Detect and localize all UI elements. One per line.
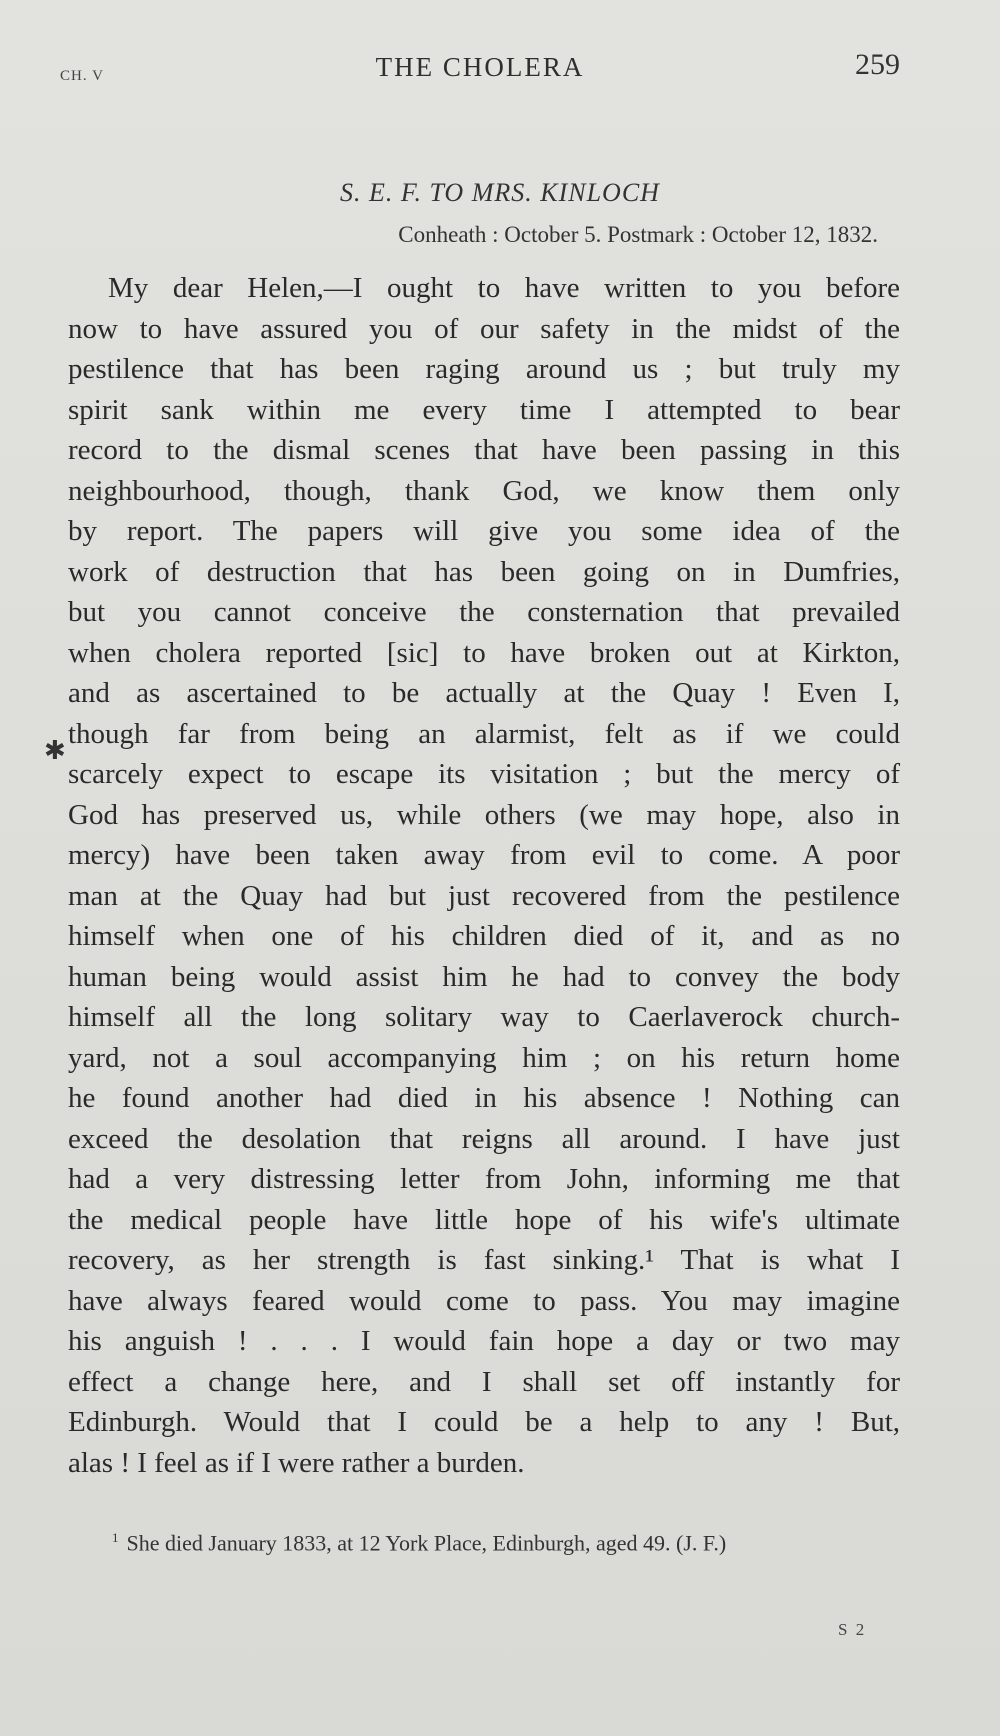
page-number: 259	[855, 48, 900, 81]
footnote-text: She died January 1833, at 12 York Place, Edinburgh, aged 49. (J. F.)	[126, 1530, 727, 1556]
body-line: man at the Quay had but just recovered from the pestilence	[68, 879, 900, 912]
letter-body	[68, 268, 900, 1483]
body-line: but you cannot conceive the consternation that prevailed	[68, 596, 900, 628]
body-line: the medical people have little hope of his wife's ultimate	[68, 1203, 900, 1236]
body-line: though far from being an alarmist, felt as if we could	[68, 717, 900, 750]
footnote-marker: 1	[112, 1530, 119, 1545]
letter-dateline: Conheath : October 5. Postmark : October 12, 1832.	[398, 222, 878, 247]
body-line: himself all the long solitary way to Caerlaverock church-	[68, 1001, 900, 1033]
body-line: when cholera reported [sic] to have broken out at Kirkton,	[68, 636, 900, 669]
body-line: record to the dismal scenes that have been passing in this	[68, 434, 900, 466]
body-line: pestilence that has been raging around us ; but truly my	[68, 353, 900, 385]
body-line: spirit sank within me every time I attempted to bear	[68, 393, 900, 426]
body-line: himself when one of his children died of it, and as no	[68, 920, 900, 952]
letter-heading: S. E. F. TO MRS. KINLOCH	[340, 178, 660, 207]
body-line: have always feared would come to pass. You may imagine	[68, 1284, 900, 1317]
body-line: by report. The papers will give you some idea of the	[68, 515, 900, 547]
body-line: effect a change here, and I shall set off instantly for	[68, 1365, 900, 1398]
body-line: human being would assist him he had to convey the body	[68, 960, 900, 993]
running-title: THE CHOLERA	[375, 52, 585, 82]
body-line: mercy) have been taken away from evil to come. A poor	[68, 839, 900, 871]
body-line: and as ascertained to be actually at the Quay ! Even I,	[68, 677, 900, 709]
body-line: alas ! I feel as if I were rather a burden.	[68, 1446, 525, 1479]
marginal-asterisk-icon: ✱	[44, 736, 66, 765]
chapter-label: CH. V	[60, 68, 104, 84]
signature-mark: S 2	[838, 1620, 867, 1639]
body-line: he found another had died in his absence ! Nothing can	[68, 1082, 900, 1114]
body-line: neighbourhood, though, thank God, we know them only	[68, 474, 900, 507]
body-line: Edinburgh. Would that I could be a help to any ! But,	[68, 1406, 900, 1438]
body-line: yard, not a soul accompanying him ; on his return home	[68, 1041, 900, 1074]
body-line: My dear Helen,—I ought to have written to you before	[108, 272, 900, 304]
body-line: recovery, as her strength is fast sinking.¹ That is what I	[68, 1244, 900, 1276]
body-line: exceed the desolation that reigns all around. I have just	[68, 1122, 900, 1155]
body-line: scarcely expect to escape its visitation ; but the mercy of	[68, 758, 900, 790]
body-line: work of destruction that has been going on in Dumfries,	[68, 555, 900, 588]
footnote	[112, 1530, 912, 1556]
running-head	[60, 48, 900, 88]
body-line: had a very distressing letter from John, informing me that	[68, 1163, 900, 1195]
body-line: his anguish ! . . . I would fain hope a day or two may	[68, 1325, 900, 1357]
body-line: God has preserved us, while others (we may hope, also in	[68, 798, 900, 831]
body-line: now to have assured you of our safety in the midst of the	[68, 312, 900, 345]
